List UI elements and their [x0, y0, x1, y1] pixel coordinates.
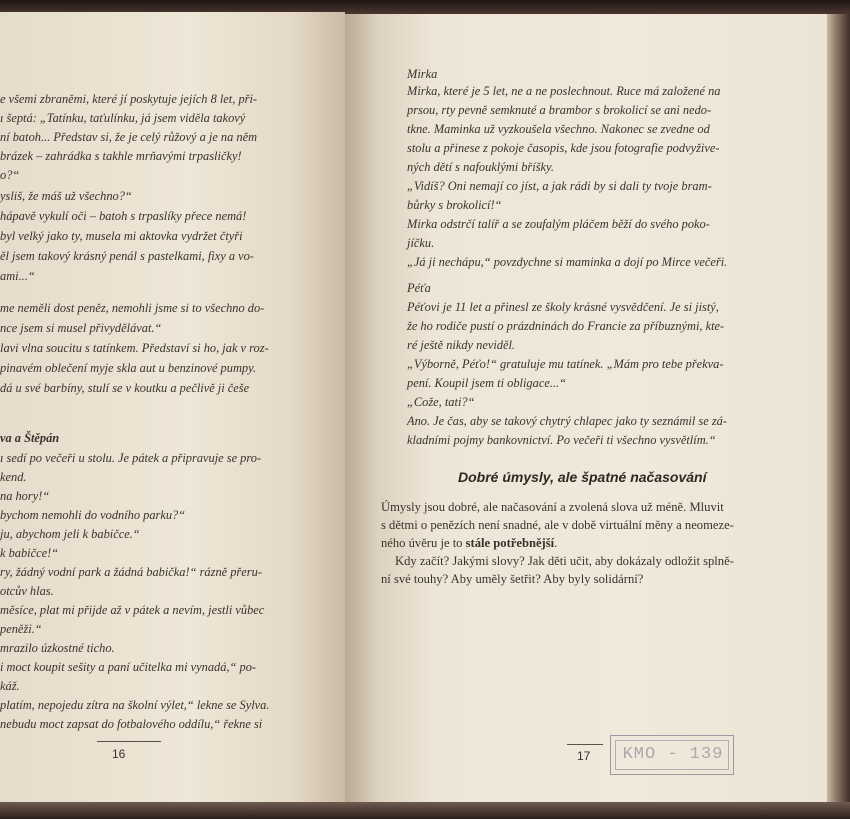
- left-line: platím, nepojedu zítra na školní výlet,“ lekne se Sylva.: [0, 698, 270, 712]
- left-line: ju, abychom jeli k babičce.“: [0, 527, 140, 541]
- left-line: hápavě vykulí oči – batoh s trpaslíky přece nemá!: [0, 209, 247, 223]
- page-number-rule: [97, 741, 161, 742]
- stamp-text: KMO - 139: [622, 745, 724, 764]
- left-line: ry, žádný vodní park a žádná babička!“ rázně přeru-: [0, 565, 262, 579]
- peta-line: Ano. Je čas, aby se takový chytrý chlapec jako ty seznámil se zá-: [407, 414, 727, 428]
- peta-line: kladními pojmy bankovnictví. Po večeři ti všechno vysvětlím.“: [407, 433, 716, 447]
- left-line: e všemi zbraněmi, které jí poskytuje jejích 8 let, při-: [0, 92, 258, 106]
- left-line: brázek – zahrádka s takhle mrňavými trpasličky!: [0, 149, 242, 163]
- left-page: [0, 12, 345, 804]
- left-line: pinavém oblečení myje skla aut u benzinové pumpy.: [0, 361, 256, 375]
- mirka-line: tkne. Maminka už vyzkoušela všechno. Nakonec se zvedne od: [407, 122, 710, 136]
- page-number-rule: [567, 744, 603, 745]
- left-line: káž.: [0, 679, 20, 693]
- left-line: ı sedí po večeři u stolu. Je pátek a připravuje se pro-: [0, 451, 262, 465]
- mirka-line: Mirka, které je 5 let, ne a ne poslechnout. Ruce má založené na: [407, 84, 721, 98]
- body-text-span: ného úvěru je to: [381, 536, 466, 550]
- body-line: s dětmi o penězích není snadné, ale v době virtuální měny a neomeze-: [381, 518, 734, 532]
- left-section-title: va a Štěpán: [0, 431, 60, 445]
- body-text-span: .: [554, 536, 558, 550]
- book-bottom-shadow: [0, 802, 850, 819]
- library-stamp: [610, 735, 734, 775]
- left-line: ami...“: [0, 269, 35, 283]
- book-right-edge: [827, 14, 850, 804]
- right-page: [345, 14, 827, 802]
- left-line: otcův hlas.: [0, 584, 54, 598]
- left-line: nebudu moct zapsat do fotbalového oddílu,“ řekne si: [0, 717, 263, 731]
- peta-line: „Výborně, Péťo!“ gratuluje mu tatínek. „Mám pro tebe překva-: [407, 357, 724, 371]
- body-line: Kdy začít? Jakými slovy? Jak děti učit, aby dokázaly odložit splně-: [395, 554, 734, 568]
- body-line: [381, 535, 557, 552]
- left-line: ní batoh... Představ si, že je celý růžový a je na něm: [0, 130, 258, 144]
- peta-line: ré ještě nikdy neviděl.: [407, 338, 516, 352]
- left-line: nce jsem si musel přivydělávat.“: [0, 321, 162, 335]
- left-line: o?“: [0, 168, 20, 182]
- peta-line: pení. Koupil jsem ti obligace...“: [407, 376, 567, 390]
- peta-line: Péťovi je 11 let a přinesl ze školy krásné vysvědčení. Je si jistý,: [407, 300, 719, 314]
- mirka-line: ných dětí s nafouklými bříšky.: [407, 160, 554, 174]
- left-line: ı šeptá: „Tatínku, taťulínku, já jsem viděla takový: [0, 111, 246, 125]
- mirka-line: stolu a přinese z pokoje časopis, kde jsou fotografie podvyžive-: [407, 141, 720, 155]
- left-line: mrazilo úzkostné ticho.: [0, 641, 115, 655]
- body-line: Úmysly jsou dobré, ale načasování a zvolená slova už méně. Mluvit: [381, 500, 724, 514]
- left-line: i moct koupit sešity a paní učitelka mi vynadá,“ po-: [0, 660, 257, 674]
- peta-line: že ho rodiče pustí o prázdninách do Francie za příbuznými, kte-: [407, 319, 725, 333]
- left-line: dá u své barbíny, stulí se v koutku a pečlivě ji češe: [0, 381, 250, 395]
- section-title-peta: Péťa: [407, 281, 431, 295]
- mirka-line: Mirka odstrčí talíř a se zoufalým pláčem běží do svého poko-: [407, 217, 710, 231]
- left-line: měsíce, plat mi přijde až v pátek a nevím, jestli vůbec: [0, 603, 265, 617]
- chapter-heading: Dobré úmysly, ale špatné načasování: [458, 469, 707, 485]
- left-line: ysliš, že máš už všechno?“: [0, 189, 132, 203]
- page-number-left: 16: [112, 747, 126, 761]
- mirka-line: prsou, rty pevně semknuté a brambor s brokolicí se ani nedo-: [407, 103, 712, 117]
- left-line: lavi vlna soucitu s tatínkem. Představí si ho, jak v roz-: [0, 341, 269, 355]
- emphasis-text: stále potřebnější: [465, 536, 555, 550]
- page-number-right: 17: [577, 749, 591, 763]
- mirka-line: bůrky s brokolicí!“: [407, 198, 502, 212]
- mirka-line: „Já ji nechápu,“ povzdychne si maminka a dojí po Mirce večeři.: [407, 255, 728, 269]
- left-line: byl velký jako ty, musela mi aktovka vydržet čtyři: [0, 229, 243, 243]
- left-line: bychom nemohli do vodního parku?“: [0, 508, 186, 522]
- left-line: ěl jsem takový krásný penál s pastelkami, fixy a vo-: [0, 249, 254, 263]
- peta-line: „Cože, tati?“: [407, 395, 475, 409]
- body-line: ní své touhy? Aby uměly šetřit? Aby byly solidární?: [381, 572, 644, 586]
- mirka-line: „Vidíš? Oni nemají co jíst, a jak rádi by si dali ty tvoje bram-: [407, 179, 712, 193]
- left-line: kend.: [0, 470, 27, 484]
- mirka-line: jíčku.: [407, 236, 435, 250]
- section-title-mirka: Mirka: [407, 67, 438, 81]
- left-line: k babičce!“: [0, 546, 59, 560]
- left-line: peněži.“: [0, 622, 42, 636]
- left-line: na hory!“: [0, 489, 50, 503]
- left-line: me neměli dost peněz, nemohli jsme si to všechno do-: [0, 301, 265, 315]
